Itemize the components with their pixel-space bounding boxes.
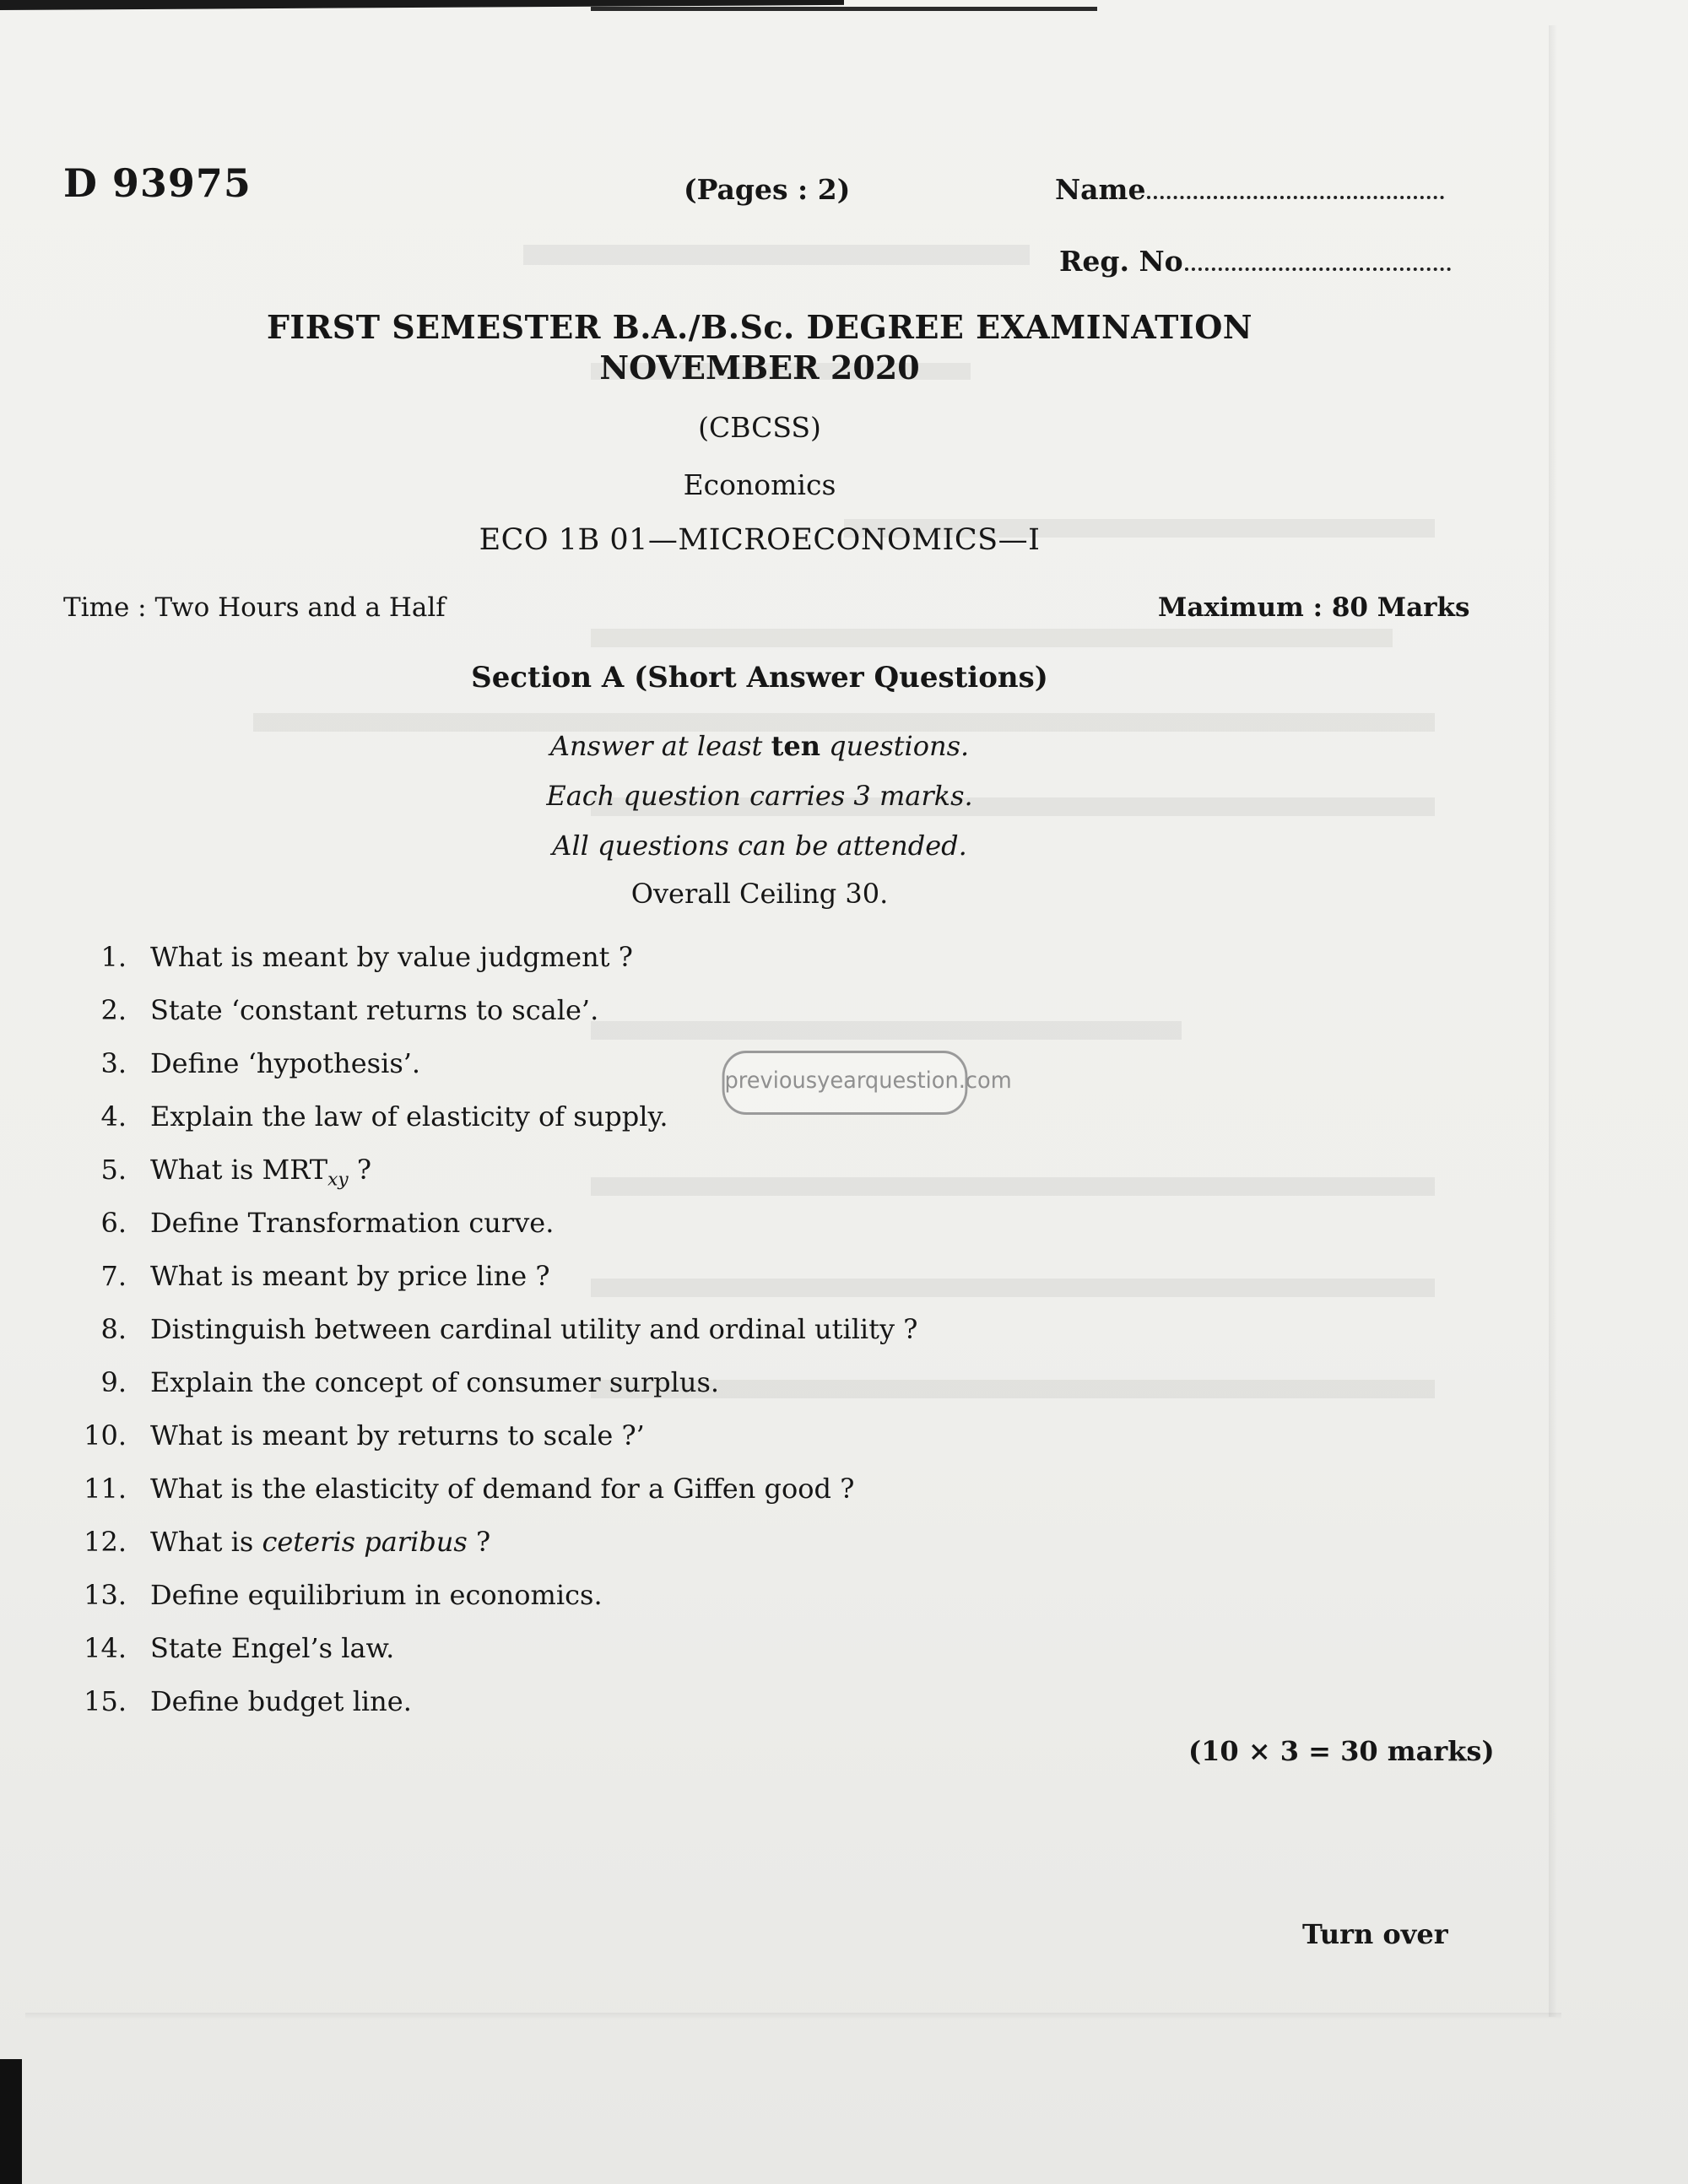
turn-over-note: Turn over <box>1302 1918 1448 1950</box>
section-heading: Section A (Short Answer Questions) <box>471 661 1048 695</box>
instruction-ceiling: Overall Ceiling 30. <box>630 878 889 910</box>
maximum-marks: Maximum : 80 Marks <box>1158 592 1470 623</box>
name-blank <box>1147 192 1444 199</box>
site-watermark: previousyearquestion.com <box>722 1051 968 1115</box>
exam-duration: Time : Two Hours and a Half <box>63 592 446 623</box>
scan-left-edge <box>0 2059 22 2184</box>
page-count: (Pages : 2) <box>684 173 851 206</box>
page-right-shadow <box>1549 25 1557 2017</box>
section-total-marks: (10 × 3 = 30 marks) <box>1188 1735 1495 1767</box>
scan-top-edge-shadow <box>591 7 1097 11</box>
exam-subject: Economics <box>683 468 836 501</box>
exam-scheme: (CBCSS) <box>698 411 821 444</box>
instruction-answer-count: Answer at least ten questions. <box>549 730 970 762</box>
course-code: ECO 1B 01—MICROECONOMICS—I <box>479 523 1041 557</box>
regno-field-label: Reg. No <box>1059 245 1451 278</box>
page-bottom-shadow <box>25 2013 1561 2019</box>
exam-title: FIRST SEMESTER B.A./B.Sc. DEGREE EXAMINATION <box>266 308 1253 346</box>
exam-session: NOVEMBER 2020 <box>599 349 920 387</box>
name-field-label: Name <box>1055 173 1444 206</box>
instruction-attempt-all: All questions can be attended. <box>552 830 967 862</box>
exam-paper-page: D 93975 (Pages : 2) Name Reg. No FIRST SEMESTER B.A./B.Sc. DEGREE EXAMINATION NOVEMBER 2020 (CBCSS) Economics ECO 1B 01—MICROECONOMICS—I Time : Two Hours and a Half Maximum : 80 Marks Section A (Short Answer Questions) Answer at least ten questions. Each question carries 3 marks. All questions can be attended. Overall Ceiling 30. previousyearquestion.com 1. What is meant by value judgment ? 2. State ‘constant returns to scale’. 3. Define ‘hypothesis’. 4. Explain the law of elasticity of supply. 5. What is $MRT_{xy}$ ? 6. Define Transformation curve. 7. What is meant by price line ? 8. Distinguish between cardinal utility and ordinal utility ? 9. Explain the concept of consumer surplus. 10. What is meant by returns to scale ?’ 11. What is the elasticity of demand for a Giffen good ? 12. What is ceteris paribus ? 13. Define equilibrium in economics. 14. State Engel’s law. 15. Define budget line. (10 × 3 = 30 marks) Turn over <box>0 0 1688 2184</box>
paper-code: D 93975 <box>63 160 252 206</box>
regno-blank <box>1185 264 1451 271</box>
instruction-marks-each: Each question carries 3 marks. <box>546 780 973 812</box>
